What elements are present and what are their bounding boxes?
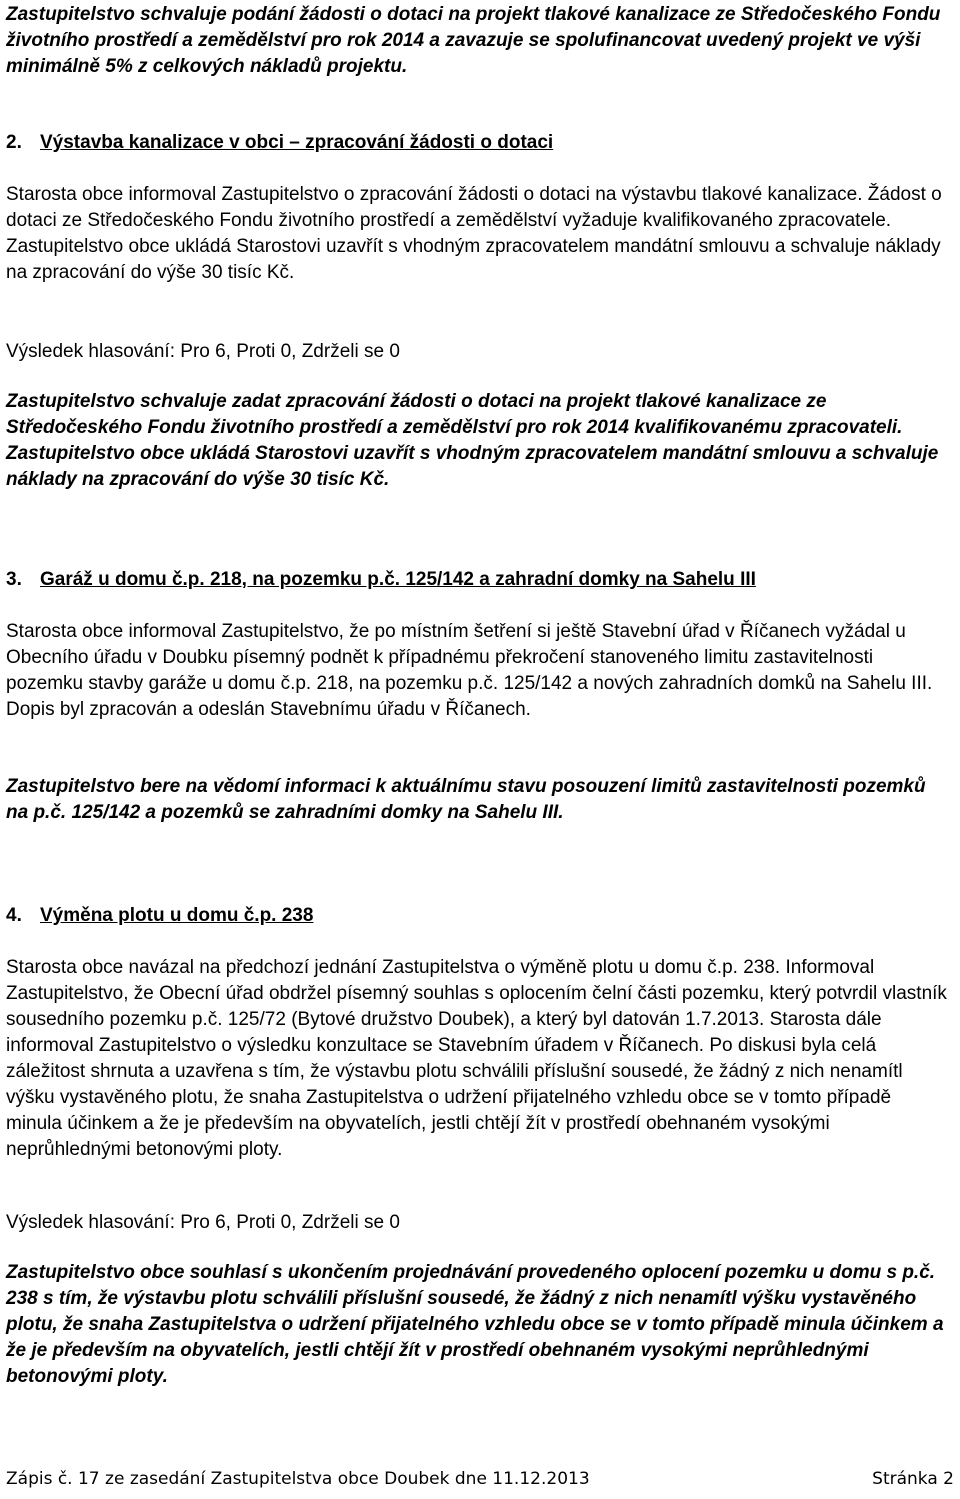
footer-page-number: Stránka 2 xyxy=(872,1469,954,1489)
page-footer xyxy=(6,1467,954,1491)
top-resolution: Zastupitelstvo schvaluje podání žádosti o dotaci na projekt tlakové kanalizace ze Středočeského Fondu životního prostředí a zemědělství pro rok 2014 a zavazuje se spolufinancovat uvedený projekt ve výši minimálně 5% z celkových nákladů projektu. xyxy=(6,4,941,77)
section-4-resolution: Zastupitelstvo obce souhlasí s ukončením projednávání provedeného oplocení pozemku u domu s p.č. 238 s tím, že výstavbu plotu schválili příslušní sousedé, že žádný z nich nenamítl výšku vystavěného plotu, že snaha Zastupitelstva o udržení přijatelného vzhledu obce se v tomto případě minula účinkem a že je především na obyvatelích, jestli chtějí žít v prostředí obehnaném vysokými neprůhlednými betonovými ploty. xyxy=(6,1262,944,1387)
section-2-title: Výstavba kanalizace v obci – zpracování žádosti o dotaci xyxy=(40,132,554,153)
section-3-heading xyxy=(6,567,756,593)
section-3-body: Starosta obce informoval Zastupitelstvo, že po místním šetření si ještě Stavební úřad v Říčanech vyžádal u Obecního úřadu v Doubku písemný podnět k případnému překročení stanoveného limitu zastavitelnosti pozemku stavby garáže u domu č.p. 218, na pozemku p.č. 125/142 a nových zahradních domků na Sahelu III. Dopis byl zpracován a odeslán Stavebnímu úřadu v Říčanech. xyxy=(6,621,933,720)
section-3-number: 3. xyxy=(6,569,22,590)
section-4-title: Výměna plotu u domu č.p. 238 xyxy=(40,905,314,926)
section-2-heading xyxy=(6,130,553,156)
section-4-number: 4. xyxy=(6,905,22,926)
section-2-resolution: Zastupitelstvo schvaluje zadat zpracování žádosti o dotaci na projekt tlakové kanalizace ze Středočeského Fondu životního prostředí a zemědělství pro rok 2014 kvalifikovanému zpracovateli. Zastupitelstvo obce ukládá Starostovi uzavřít s vhodným zpracovatelem mandátní smlouvu a schvaluje náklady na zpracování do výše 30 tisíc Kč. xyxy=(6,391,939,490)
section-3-resolution: Zastupitelstvo bere na vědomí informaci k aktuálnímu stavu posouzení limitů zastavitelnosti pozemků na p.č. 125/142 a pozemků se zahradními domky na Sahelu III. xyxy=(6,776,926,823)
section-4-heading xyxy=(6,903,313,929)
section-2-body: Starosta obce informoval Zastupitelstvo o zpracování žádosti o dotaci na výstavbu tlakové kanalizace. Žádost o dotaci ze Středočeského Fondu životního prostředí a zemědělství vyžaduje kvalifikovaného zpracovatele. Zastupitelstvo obce ukládá Starostovi uzavřít s vhodným zpracovatelem mandátní smlouvu a schvaluje náklady na zpracování do výše 30 tisíc Kč. xyxy=(6,184,942,283)
section-4-body: Starosta obce navázal na předchozí jednání Zastupitelstva o výměně plotu u domu č.p. 238. Informoval Zastupitelstvo, že Obecní úřad obdržel písemný souhlas s oplocením čelní části pozemku, který potvrdil vlastník sousedního pozemku p.č. 125/72 (Bytové družstvo Doubek), a který byl datován 1.7.2013. Starosta dále informoval Zastupitelstvo o výsledku konzultace se Stavebním úřadem v Říčanech. Po diskusi byla celá záležitost shrnuta a uzavřena s tím, že výstavbu plotu schválili příslušní sousedé, že žádný z nich nenamítl výšku vystavěného plotu, že snaha Zastupitelstva o udržení přijatelného vzhledu obce se v tomto případě minula účinkem a že je především na obyvatelích, jestli chtějí žít v prostředí obehnaném vysokými neprůhlednými betonovými ploty. xyxy=(6,957,947,1160)
section-2-vote: Výsledek hlasování: Pro 6, Proti 0, Zdrželi se 0 xyxy=(6,341,400,362)
section-2-number: 2. xyxy=(6,132,22,153)
footer-document-title: Zápis č. 17 ze zasedání Zastupitelstva obce Doubek dne 11.12.2013 xyxy=(6,1469,590,1489)
section-3-title: Garáž u domu č.p. 218, na pozemku p.č. 125/142 a zahradní domky na Sahelu III xyxy=(40,569,756,590)
section-4-vote: Výsledek hlasování: Pro 6, Proti 0, Zdrželi se 0 xyxy=(6,1212,400,1233)
